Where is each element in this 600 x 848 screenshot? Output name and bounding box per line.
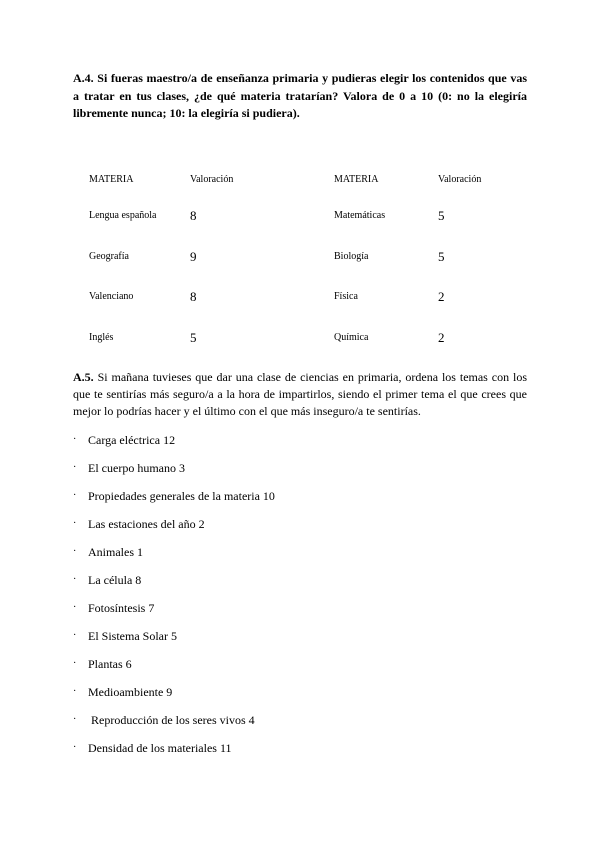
list-item [73, 538, 527, 566]
list-item [73, 454, 527, 482]
bullet-dot: · [73, 462, 77, 473]
list-item [73, 706, 527, 734]
question-a5-text: Si mañana tuvieses que dar una clase de ciencias en primaria, ordena los temas con los que te sentirías más seguro/a a la hora de impartirlos, siendo el primer tema el que crees que mejor lo podrías hacer y el último con el que más inseguro/a te sentirías. [73, 370, 527, 418]
topic-text: Las estaciones del año 2 [88, 517, 205, 531]
table-header-valoracion-1: Valoración [190, 174, 234, 185]
table-cell-score: 5 [438, 249, 445, 264]
question-a5 [73, 369, 527, 420]
bullet-dot: · [73, 546, 77, 557]
ratings-table [0, 0, 600, 360]
list-item [73, 566, 527, 594]
question-a5-label: A.5. [73, 370, 94, 384]
topic-text: Plantas 6 [88, 657, 132, 671]
bullet-dot: · [73, 686, 77, 697]
table-cell-score: 2 [438, 289, 445, 304]
list-item [73, 622, 527, 650]
list-item [73, 426, 527, 454]
topic-text: La célula 8 [88, 573, 142, 587]
topic-text: El Sistema Solar 5 [88, 629, 177, 643]
topic-text: Propiedades generales de la materia 10 [88, 489, 275, 503]
bullet-dot: · [73, 658, 77, 669]
table-cell-subject: Química [334, 332, 369, 343]
topic-text: Carga eléctrica 12 [88, 433, 176, 447]
table-header-materia-1: MATERIA [89, 174, 134, 185]
list-item [73, 734, 527, 762]
table-cell-subject: Matemáticas [334, 210, 386, 221]
bullet-dot: · [73, 714, 77, 725]
topic-list [73, 426, 527, 762]
bullet-dot: · [73, 490, 77, 501]
table-cell-score: 5 [190, 330, 197, 345]
table-cell-score: 5 [438, 208, 445, 223]
list-item [73, 594, 527, 622]
list-item [73, 678, 527, 706]
list-item [73, 650, 527, 678]
question-a4-label: A.4. [73, 71, 94, 85]
topic-text: El cuerpo humano 3 [88, 461, 185, 475]
table-cell-subject: Geografía [89, 251, 129, 262]
topic-text: Medioambiente 9 [88, 685, 173, 699]
table-cell-score: 2 [438, 330, 445, 345]
table-cell-subject: Inglés [89, 332, 114, 343]
table-cell-subject: Lengua española [89, 210, 157, 221]
table-cell-subject: Valenciano [89, 291, 134, 302]
table-cell-score: 9 [190, 249, 197, 264]
topic-text: Animales 1 [88, 545, 143, 559]
question-a4-text: Si fueras maestro/a de enseñanza primaria y pudieras elegir los contenidos que vas a tratar en tus clases, ¿de qué materia tratarían? Valora de 0 a 10 (0: no la elegiría libremente nunca; 10: la elegiría si pudiera). [73, 71, 527, 120]
table-cell-subject: Biología [334, 251, 369, 262]
table-header-valoracion-2: Valoración [438, 174, 482, 185]
list-item [73, 510, 527, 538]
topic-text: Fotosíntesis 7 [88, 601, 155, 615]
bullet-dot: · [73, 518, 77, 529]
bullet-dot: · [73, 434, 77, 445]
table-header-materia-2: MATERIA [334, 174, 379, 185]
bullet-dot: · [73, 602, 77, 613]
bullet-dot: · [73, 574, 77, 585]
topic-text: Reproducción de los seres vivos 4 [88, 713, 255, 727]
table-cell-score: 8 [190, 208, 197, 223]
bullet-dot: · [73, 742, 77, 753]
table-cell-subject: Física [334, 291, 358, 302]
list-item [73, 482, 527, 510]
bullet-dot: · [73, 630, 77, 641]
table-cell-score: 8 [190, 289, 197, 304]
topic-text: Densidad de los materiales 11 [88, 741, 232, 755]
